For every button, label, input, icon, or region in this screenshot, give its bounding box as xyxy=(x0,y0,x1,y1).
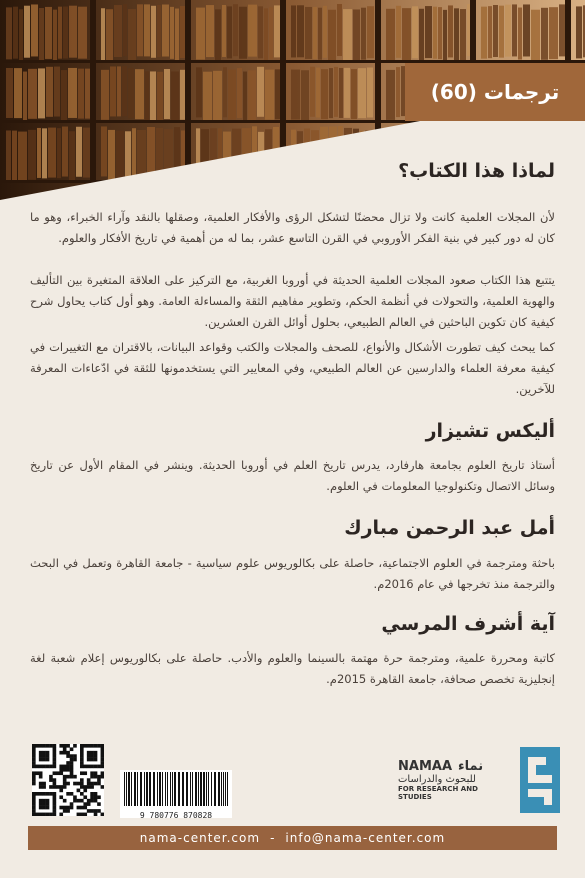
qr-module xyxy=(49,792,53,796)
translator1-section xyxy=(30,517,555,539)
qr-module xyxy=(70,775,74,779)
qr-module xyxy=(53,771,57,775)
barcode-bar xyxy=(200,772,202,806)
barcode-bar xyxy=(206,772,207,806)
barcode-bar xyxy=(198,772,199,806)
qr-module xyxy=(53,765,57,769)
qr-module xyxy=(70,747,74,751)
qr-module xyxy=(39,813,43,816)
qr-module xyxy=(87,799,91,803)
qr-module xyxy=(80,747,84,751)
qr-module xyxy=(46,744,50,748)
barcode-bar xyxy=(157,772,158,806)
qr-module xyxy=(42,806,46,810)
barcode-bar xyxy=(227,772,228,806)
barcode-bar xyxy=(190,772,191,806)
qr-module xyxy=(49,785,53,789)
qr-module xyxy=(42,802,46,806)
qr-module xyxy=(101,751,104,755)
qr-module xyxy=(39,785,43,789)
qr-module xyxy=(32,754,36,758)
qr-module xyxy=(101,775,104,779)
qr-module xyxy=(39,802,43,806)
qr-module xyxy=(46,754,50,758)
qr-module xyxy=(42,758,46,762)
qr-module xyxy=(97,782,101,786)
qr-module xyxy=(97,744,101,748)
qr-module xyxy=(53,782,57,786)
barcode-bar xyxy=(221,772,222,806)
footer-bar xyxy=(28,826,557,850)
qr-module xyxy=(70,754,74,758)
qr-module xyxy=(39,792,43,796)
qr-module xyxy=(94,809,98,813)
qr-module xyxy=(80,799,84,803)
qr-module xyxy=(87,782,91,786)
qr-module xyxy=(70,771,74,775)
qr-module xyxy=(35,744,39,748)
translator1-bio: باحثة ومترجمة في العلوم الاجتماعية، حاصلة على بكالوريوس علوم سياسية - جامعة القاهرة وتعمل في البحث والترجمة منذ تخرجها في عام 2016م. xyxy=(30,556,555,591)
qr-module xyxy=(59,751,63,755)
logo-sub-en: FOR RESEARCH AND STUDIES xyxy=(398,785,478,801)
paragraph-text: يتتبع هذا الكتاب صعود المجلات العلمية الحديثة في أوروبا الغربية، مع التركيز على العلاقة المتغيرة بين التأليف والهوية العلمية، والتحولات في أنظمة الحكم، وتطوير مفاهيم الثقة والمساءلة العامة. وهو أول كتاب يحاول شرح كيفية كان تكوين الباحثين في العالم الطبيعي، بحلول أوائل القرن العشرين. xyxy=(30,273,555,329)
qr-module xyxy=(63,799,67,803)
qr-module xyxy=(70,758,74,762)
barcode-bar xyxy=(182,772,184,806)
qr-module xyxy=(32,813,36,816)
logo-sub-ar: للبحوث والدراسات xyxy=(398,774,476,785)
qr-module xyxy=(80,782,84,786)
paragraph-3 xyxy=(30,337,555,400)
barcode-bar xyxy=(146,772,148,806)
qr-module xyxy=(39,754,43,758)
qr-module xyxy=(83,744,87,748)
qr-module xyxy=(97,775,101,779)
translator2-section xyxy=(30,613,555,635)
qr-module xyxy=(87,744,91,748)
qr-module xyxy=(42,792,46,796)
qr-module xyxy=(63,782,67,786)
qr-module xyxy=(39,775,43,779)
qr-module xyxy=(80,792,84,796)
logo-name-en: NAMAA xyxy=(398,759,452,774)
qr-module xyxy=(66,782,70,786)
qr-module xyxy=(46,806,50,810)
qr-module xyxy=(80,771,84,775)
qr-module xyxy=(59,813,63,816)
series-label: ترجمات (60) xyxy=(405,63,585,121)
author-bio: أستاذ تاريخ العلوم بجامعة هارفارد، يدرس تاريخ العلم في أوروبا الحديثة. وينشر في المقام الأول عن تاريخ وسائل الاتصال وتكنولوجيا المعلومات في العلوم. xyxy=(30,458,555,493)
barcode-bar xyxy=(167,772,168,806)
qr-module xyxy=(66,754,70,758)
qr-module xyxy=(101,744,104,748)
qr-module xyxy=(77,813,81,816)
qr-module xyxy=(53,778,57,782)
qr-module xyxy=(32,806,36,810)
qr-module xyxy=(63,778,67,782)
qr-module xyxy=(46,813,50,816)
qr-module xyxy=(87,778,91,782)
qr-module xyxy=(42,765,46,769)
barcode-bar xyxy=(153,772,155,806)
qr-module xyxy=(59,744,63,748)
qr-module xyxy=(42,751,46,755)
qr-module xyxy=(70,802,74,806)
qr-module xyxy=(94,775,98,779)
qr-module xyxy=(97,809,101,813)
qr-module xyxy=(46,751,50,755)
qr-module xyxy=(53,792,57,796)
qr-module xyxy=(32,747,36,751)
translator2-bio: كاتبة ومحررة علمية، ومترجمة حرة مهتمة بالسينما والعلوم والأدب. حاصلة على بكالوريوس إعلام شعبة لغة إنجليزية تخصص صحافة، جامعة القاهرة 2015م. xyxy=(30,651,555,686)
barcode-bar xyxy=(149,772,151,806)
qr-module xyxy=(32,765,36,769)
barcode-bar xyxy=(128,772,130,806)
qr-module xyxy=(32,761,36,765)
qr-module xyxy=(53,754,57,758)
qr-module xyxy=(94,792,98,796)
qr-module xyxy=(97,795,101,799)
qr-module xyxy=(101,758,104,762)
qr-module xyxy=(66,809,70,813)
footer-website: nama-center.com xyxy=(139,831,261,845)
qr-module xyxy=(97,778,101,782)
qr-module xyxy=(53,758,57,762)
qr-module xyxy=(39,782,43,786)
qr-module xyxy=(49,744,53,748)
barcode-bar xyxy=(131,772,132,806)
qr-module xyxy=(73,795,77,799)
qr-module xyxy=(32,744,36,748)
paragraph-1 xyxy=(30,207,555,249)
qr-module xyxy=(73,754,77,758)
qr-module xyxy=(87,754,91,758)
qr-module xyxy=(59,768,63,772)
qr-module xyxy=(73,744,77,748)
why-section xyxy=(30,160,555,182)
qr-module xyxy=(97,802,101,806)
barcode-bar xyxy=(214,772,216,806)
qr-module xyxy=(59,771,63,775)
qr-module xyxy=(94,758,98,762)
barcode-bar xyxy=(208,772,209,806)
qr-module xyxy=(39,765,43,769)
qr-module xyxy=(97,765,101,769)
qr-module xyxy=(94,754,98,758)
qr-module xyxy=(94,765,98,769)
qr-module xyxy=(59,795,63,799)
qr-module xyxy=(80,813,84,816)
qr-module xyxy=(66,775,70,779)
qr-module xyxy=(101,761,104,765)
qr-module xyxy=(90,799,94,803)
qr-module xyxy=(94,751,98,755)
qr-module xyxy=(94,782,98,786)
qr-module xyxy=(80,806,84,810)
barcode-bars xyxy=(120,770,232,806)
qr-module xyxy=(87,785,91,789)
qr-module xyxy=(32,751,36,755)
qr-module xyxy=(83,813,87,816)
qr-module xyxy=(32,775,36,779)
isbn-barcode xyxy=(120,770,232,818)
qr-module xyxy=(63,751,67,755)
paragraph-text: كما يبحث كيف تطورت الأشكال والأنواع، للصحف والمجلات والكتب وقواعد البيانات، بالاقتران مع التغييرات في كيفية معرفة العلماء والدارسين عن العالم الطبيعي، وفي المعايير التي يستخدمونها للثقة في ادّعاءات المعرفة للآخرين. xyxy=(30,340,555,396)
qr-module xyxy=(53,802,57,806)
qr-module xyxy=(32,802,36,806)
qr-module xyxy=(63,775,67,779)
qr-module xyxy=(66,744,70,748)
qr-module xyxy=(66,768,70,772)
qr-module xyxy=(66,751,70,755)
qr-module xyxy=(49,813,53,816)
qr-module xyxy=(63,765,67,769)
qr-module xyxy=(94,813,98,816)
qr-module xyxy=(42,744,46,748)
qr-module xyxy=(87,765,91,769)
author-bio-block xyxy=(30,455,555,497)
qr-module xyxy=(101,754,104,758)
qr-module xyxy=(46,758,50,762)
qr-module xyxy=(77,782,81,786)
section-title: لماذا هذا الكتاب؟ xyxy=(398,160,555,182)
barcode-bar xyxy=(140,772,142,806)
qr-module xyxy=(32,782,36,786)
qr-module xyxy=(56,771,60,775)
qr-module xyxy=(59,789,63,793)
qr-module xyxy=(66,761,70,765)
qr-module xyxy=(90,792,94,796)
qr-module xyxy=(35,813,39,816)
qr-module xyxy=(90,765,94,769)
qr-module xyxy=(80,758,84,762)
qr-module xyxy=(66,792,70,796)
qr-module xyxy=(90,771,94,775)
qr-module xyxy=(90,775,94,779)
qr-module xyxy=(90,795,94,799)
qr-module xyxy=(90,754,94,758)
translator1-name: أمل عبد الرحمن مبارك xyxy=(344,517,555,539)
barcode-bar xyxy=(162,772,163,806)
author-name: أليكس تشيزار xyxy=(425,420,555,442)
paragraph-text: لأن المجلات العلمية كانت ولا تزال محضنًا لتشكل الرؤى والأفكار العلمية، وصقلها بالنقد وآراء الخبراء، وهو ما كان له دور كبير في بنية الفكر الأوروبي في القرن التاسع عشر، بما له من أهمية في تاريخ الأفكار والعلوم. xyxy=(30,210,555,245)
qr-module xyxy=(32,795,36,799)
qr-module xyxy=(83,795,87,799)
qr-module xyxy=(70,765,74,769)
translator2-bio-block xyxy=(30,648,555,690)
qr-module xyxy=(56,785,60,789)
qr-module xyxy=(63,768,67,772)
qr-module xyxy=(39,758,43,762)
qr-module xyxy=(63,747,67,751)
qr-module xyxy=(101,785,104,789)
qr-code-image xyxy=(32,744,104,816)
qr-module xyxy=(63,809,67,813)
qr-module xyxy=(63,806,67,810)
qr-module xyxy=(90,782,94,786)
barcode-bar xyxy=(165,772,166,806)
barcode-bar xyxy=(124,772,125,806)
qr-module xyxy=(80,778,84,782)
qr-module xyxy=(49,775,53,779)
qr-module xyxy=(73,799,77,803)
qr-module xyxy=(42,782,46,786)
qr-module xyxy=(39,744,43,748)
qr-module xyxy=(94,771,98,775)
qr-module xyxy=(90,751,94,755)
qr-module xyxy=(53,785,57,789)
qr-module xyxy=(87,751,91,755)
qr-module xyxy=(32,758,36,762)
qr-code xyxy=(32,744,104,816)
qr-module xyxy=(80,785,84,789)
barcode-bar xyxy=(223,772,224,806)
barcode-bar xyxy=(178,772,180,806)
qr-module xyxy=(46,765,50,769)
qr-module xyxy=(63,744,67,748)
barcode-bar xyxy=(203,772,205,806)
barcode-bar xyxy=(192,772,193,806)
qr-module xyxy=(53,809,57,813)
qr-module xyxy=(39,771,43,775)
barcode-bar xyxy=(137,772,138,806)
qr-module xyxy=(101,771,104,775)
barcode-bar xyxy=(159,772,161,806)
qr-module xyxy=(35,765,39,769)
qr-module xyxy=(83,771,87,775)
barcode-number: 9 780776 870828 xyxy=(139,811,213,820)
barcode-bar xyxy=(170,772,171,806)
qr-module xyxy=(32,799,36,803)
barcode-bar xyxy=(134,772,136,806)
qr-module xyxy=(70,806,74,810)
qr-module xyxy=(83,802,87,806)
barcode-bar xyxy=(211,772,212,806)
qr-module xyxy=(101,765,104,769)
qr-module xyxy=(39,799,43,803)
qr-module xyxy=(94,795,98,799)
qr-module xyxy=(53,744,57,748)
qr-module xyxy=(77,789,81,793)
qr-module xyxy=(42,785,46,789)
qr-module xyxy=(90,785,94,789)
qr-module xyxy=(101,813,104,816)
qr-module xyxy=(32,809,36,813)
qr-module xyxy=(70,761,74,765)
qr-module xyxy=(53,747,57,751)
qr-module xyxy=(35,771,39,775)
qr-module xyxy=(90,744,94,748)
qr-module xyxy=(46,802,50,806)
qr-module xyxy=(73,775,77,779)
qr-module xyxy=(46,792,50,796)
qr-module xyxy=(53,799,57,803)
qr-module xyxy=(73,758,77,762)
qr-module xyxy=(32,771,36,775)
qr-module xyxy=(90,809,94,813)
barcode-bar xyxy=(195,772,197,806)
paragraph-2 xyxy=(30,270,555,333)
qr-module xyxy=(83,806,87,810)
qr-module xyxy=(42,754,46,758)
qr-module xyxy=(70,792,74,796)
qr-module xyxy=(80,765,84,769)
qr-module xyxy=(83,765,87,769)
qr-module xyxy=(80,751,84,755)
qr-module xyxy=(32,778,36,782)
qr-module xyxy=(59,785,63,789)
qr-module xyxy=(66,765,70,769)
qr-module xyxy=(59,765,63,769)
qr-module xyxy=(32,792,36,796)
qr-module xyxy=(42,813,46,816)
qr-module xyxy=(53,813,57,816)
qr-module xyxy=(49,765,53,769)
translator2-name: آية أشرف المرسي xyxy=(381,613,555,635)
qr-module xyxy=(42,799,46,803)
barcode-bar xyxy=(218,772,220,806)
qr-module xyxy=(80,761,84,765)
qr-module xyxy=(83,789,87,793)
qr-module xyxy=(39,751,43,755)
qr-module xyxy=(49,778,53,782)
barcode-bar xyxy=(126,772,127,806)
qr-module xyxy=(53,761,57,765)
qr-module xyxy=(80,744,84,748)
qr-module xyxy=(87,758,91,762)
author-section xyxy=(30,420,555,442)
barcode-bar xyxy=(144,772,145,806)
translator1-bio-block xyxy=(30,553,555,595)
qr-module xyxy=(80,754,84,758)
qr-module xyxy=(59,806,63,810)
qr-module xyxy=(35,792,39,796)
footer-separator: - xyxy=(270,831,276,845)
logo-name-ar: نماء xyxy=(458,759,484,774)
qr-module xyxy=(46,799,50,803)
qr-module xyxy=(39,806,43,810)
footer-email: info@nama-center.com xyxy=(285,831,446,845)
barcode-bar xyxy=(186,772,188,806)
qr-module xyxy=(66,806,70,810)
qr-module xyxy=(83,785,87,789)
qr-module xyxy=(53,795,57,799)
qr-module xyxy=(73,782,77,786)
qr-module xyxy=(94,799,98,803)
qr-module xyxy=(90,758,94,762)
publisher-logo xyxy=(398,747,560,813)
qr-module xyxy=(101,747,104,751)
qr-module xyxy=(77,799,81,803)
barcode-bar xyxy=(174,772,176,806)
qr-module xyxy=(77,806,81,810)
qr-module xyxy=(87,809,91,813)
namaa-logo-icon xyxy=(520,747,560,813)
qr-module xyxy=(87,802,91,806)
qr-module xyxy=(70,768,74,772)
qr-module xyxy=(94,744,98,748)
qr-module xyxy=(53,751,57,755)
barcode-bar xyxy=(172,772,173,806)
qr-module xyxy=(53,806,57,810)
qr-module xyxy=(63,785,67,789)
barcode-bar xyxy=(225,772,226,806)
